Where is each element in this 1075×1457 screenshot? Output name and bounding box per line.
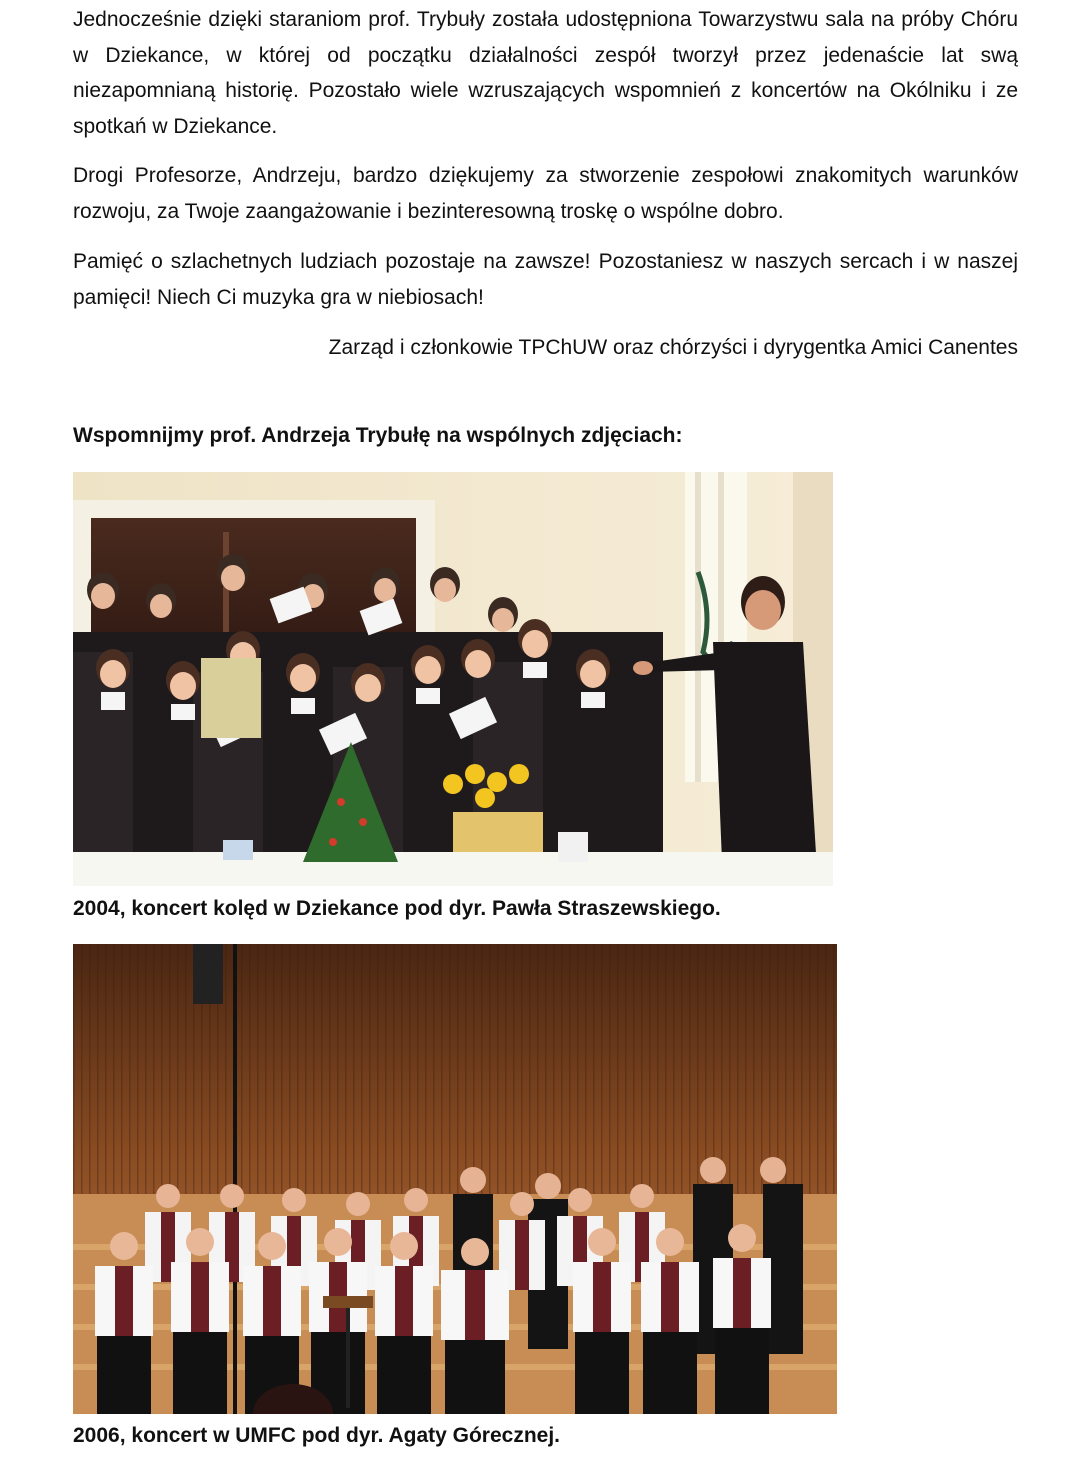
photos-heading: Wspomnijmy prof. Andrzeja Trybułę na wspólnych zdjęciach: xyxy=(73,424,683,447)
paragraph-rehearsal-room: Jednocześnie dzięki staraniom prof. Trybuły została udostępniona Towarzystwu sala na próby Chóru w Dziekance, w której od początku działalności zespół tworzył przez jedenaście lat swą niezapomnianą historię. Pozostało wiele wzruszających wspomnień z koncertów na Okólniku i ze spotkań w Dziekance. xyxy=(73,8,1018,138)
paragraph-memory: Pamięć o szlachetnych ludziach pozostaje na zawsze! Pozostaniesz w naszych sercach i w naszej pamięci! Niech Ci muzyka gra w niebiosach! xyxy=(73,250,1018,309)
photo-caption-2006: 2006, koncert w UMFC pod dyr. Agaty Górecznej. xyxy=(73,1424,561,1447)
photo-caption-2004: 2004, koncert kolęd w Dziekance pod dyr. Pawła Straszewskiego. xyxy=(73,897,721,920)
paragraph-thanks: Drogi Profesorze, Andrzeju, bardzo dziękujemy za stworzenie zespołowi znakomitych warunków rozwoju, za Twoje zaangażowanie i bezinteresowną troskę o wspólne dobro. xyxy=(73,164,1018,223)
signature: Zarząd i członkowie TPChUW oraz chórzyści i dyrygentka Amici Canentes xyxy=(328,336,1018,359)
photo-dziekanka-concert xyxy=(73,472,833,886)
photo-umfc-concert xyxy=(73,944,837,1414)
